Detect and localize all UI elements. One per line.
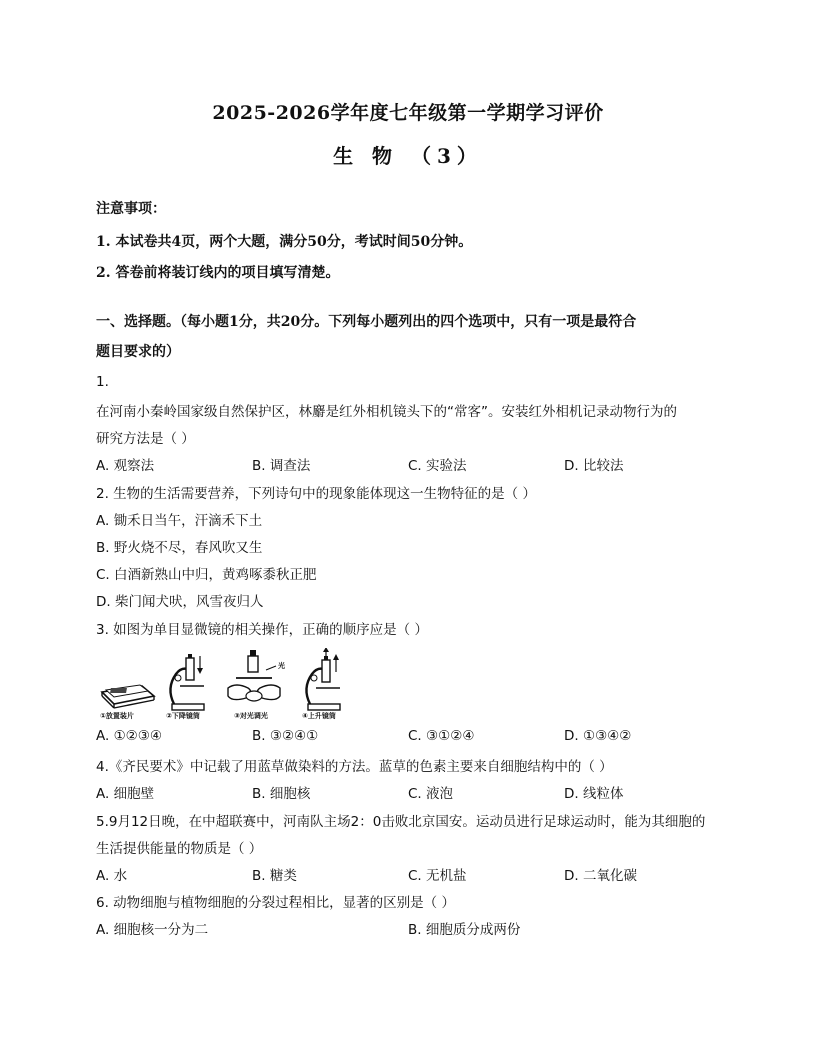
q5-option-b: B. 糖类 [252,868,297,884]
q4-stem: 4.《齐民要术》中记载了用蓝草做染料的方法。蓝草的色素主要来自细胞结构中的（ ） [96,759,613,775]
q1-stem: 在河南小秦岭国家级自然保护区，林麝是红外相机镜头下的“常客”。安装红外相机记录动物行为的 [96,404,677,420]
q5-option-d: D. 二氧化碳 [564,868,637,884]
exam-title: 2025-2026学年度七年级第一学期学习评价 [212,102,604,124]
q2-stem: 2. 生物的生活需要营养，下列诗句中的现象能体现这一生物特征的是（ ） [96,486,536,502]
microscope-figure [96,648,356,720]
section1-heading: 一、选择题。（每小题1分，共20分。下列每小题列出的四个选项中，只有一项是最符合 [96,314,637,330]
q3-option-c: C. ③①②④ [408,728,475,744]
q2-option-b: B. 野火烧不尽，春风吹又生 [96,540,263,556]
q2-option-a: A. 锄禾日当午，汗滴禾下土 [96,513,263,529]
figure-step-2 [170,654,204,710]
q1-option-a: A. 观察法 [96,458,155,474]
q3-option-b: B. ③②④① [252,728,319,744]
q4-option-c: C. 液泡 [408,786,454,802]
q3-option-a: A. ①②③④ [96,728,162,744]
q2-option-d: D. 柴门闻犬吠，风雪夜归人 [96,594,264,610]
figure-step-1 [102,685,154,708]
subject-title: 生 物 （3） [333,144,483,168]
figure-caption-2: ②下降镜筒 [166,712,200,720]
q1-number: 1. [96,374,109,390]
q5-stem-cont: 生活提供能量的物质是（ ） [96,841,263,857]
section1-heading-cont: 题目要求的） [96,344,180,360]
figure-caption-3: ③对光调光 [234,712,268,720]
q6-stem: 6. 动物细胞与植物细胞的分裂过程相比，显著的区别是（ ） [96,895,455,911]
q1-option-d: D. 比较法 [564,458,624,474]
q1-option-b: B. 调查法 [252,458,311,474]
notes-item-2: 2. 答卷前将装订线内的项目填写清楚。 [96,265,340,281]
q6-option-a: A. 细胞核一分为二 [96,922,209,938]
q5-stem: 5.9月12日晚，在中超联赛中，河南队主场2：0击败北京国安。运动员进行足球运动时，能为其细胞的 [96,814,706,830]
q4-option-b: B. 细胞核 [252,786,311,802]
notes-item-1: 1. 本试卷共4页，两个大题，满分50分，考试时间50分钟。 [96,234,473,250]
q1-option-c: C. 实验法 [408,458,467,474]
figure-step-4 [306,648,340,710]
figure-light-label: 光 [278,662,285,670]
q1-stem-cont: 研究方法是（ ） [96,431,195,447]
figure-caption-1: ①放置装片 [100,712,134,720]
q2-option-c: C. 白酒新熟山中归，黄鸡啄黍秋正肥 [96,567,317,583]
figure-step-3 [228,650,285,701]
q5-option-c: C. 无机盐 [408,868,467,884]
q6-option-b: B. 细胞质分成两份 [408,922,521,938]
figure-caption-4: ④上升镜筒 [302,712,336,720]
q3-option-d: D. ①③④② [564,728,632,744]
notes-heading: 注意事项： [96,201,166,217]
q4-option-d: D. 线粒体 [564,786,624,802]
q5-option-a: A. 水 [96,868,128,884]
q3-stem: 3. 如图为单目显微镜的相关操作，正确的顺序应是（ ） [96,622,428,638]
q4-option-a: A. 细胞壁 [96,786,155,802]
